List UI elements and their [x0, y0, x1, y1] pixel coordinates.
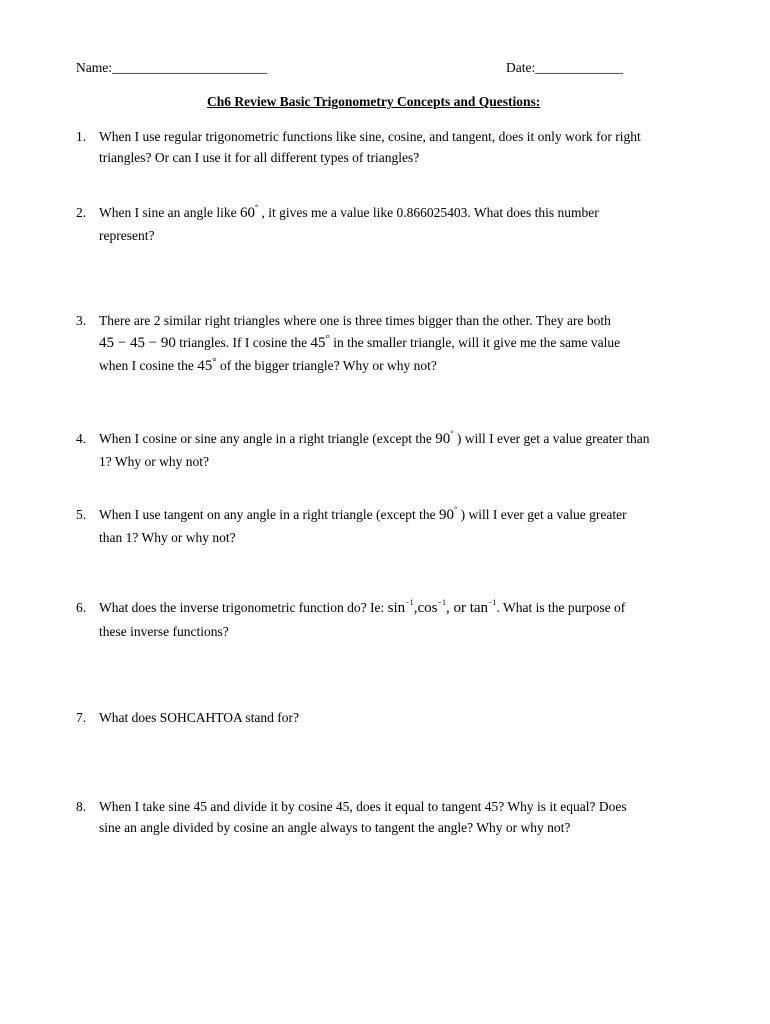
or-word: or — [453, 600, 466, 616]
question-text: When I use tangent on any angle in a right triangle (except the — [99, 507, 439, 522]
page-title: Ch6 Review Basic Trigonometry Concepts and Questions: — [207, 94, 541, 109]
inverse-sine: sin — [387, 600, 406, 616]
question-number: 3. — [76, 313, 87, 328]
name-field[interactable] — [76, 57, 267, 78]
question-text: When I use regular trigonometric functions like sine, cosine, and tangent, does it only work for right — [99, 129, 641, 144]
angle-value: 60 — [239, 205, 255, 221]
question-text: When I sine an angle like — [99, 205, 240, 220]
question-number: 5. — [76, 507, 87, 522]
date-field[interactable] — [506, 57, 623, 78]
question-4 — [76, 428, 736, 472]
question-text: ) will I ever get a value greater than — [453, 431, 650, 446]
question-number: 4. — [76, 431, 87, 446]
date-blank[interactable]: _____________ — [535, 60, 623, 75]
question-text: There are 2 similar right triangles where one is three times bigger than the other. They are both — [99, 313, 611, 328]
question-text: What does SOHCAHTOA stand for? — [99, 710, 299, 725]
question-text: sine an angle divided by cosine an angle always to tangent the angle? Why or why not? — [99, 820, 571, 835]
degree-symbol: ° — [254, 203, 259, 212]
question-5 — [76, 504, 736, 548]
question-text: of the bigger triangle? Why or why not? — [216, 358, 437, 373]
angle-value: 45 — [310, 335, 326, 351]
degree-symbol: ° — [212, 356, 217, 368]
question-text: , it gives me a value like 0.866025403. What does this number — [258, 205, 599, 220]
angle-value: 90 — [439, 507, 454, 523]
question-8 — [76, 796, 736, 838]
question-number: 2. — [76, 205, 87, 220]
degree-symbol: ° — [454, 505, 458, 514]
angle-value: 45 — [197, 358, 213, 374]
question-text: When I cosine or sine any angle in a right triangle (except the — [99, 431, 436, 446]
question-text: than 1? Why or why not? — [99, 530, 236, 545]
question-number: 7. — [76, 710, 87, 725]
angle-value: 90 — [435, 431, 451, 447]
question-text: these inverse functions? — [99, 624, 229, 639]
question-text: triangles? Or can I use it for all different types of triangles? — [99, 150, 420, 165]
inverse-tangent: tan — [469, 600, 489, 616]
name-blank[interactable]: _______________________ — [112, 60, 268, 75]
date-label: Date: — [506, 60, 536, 75]
degree-symbol: ° — [450, 429, 454, 438]
question-text: represent? — [99, 228, 155, 243]
question-text: When I take sine 45 and divide it by cosine 45, does it equal to tangent 45? Why is it equal? Does — [99, 799, 627, 814]
angle-expression: 45 − 45 − 90 — [99, 335, 176, 351]
question-number: 1. — [76, 129, 87, 144]
inverse-exponent: −1 — [405, 598, 414, 607]
question-text: . What is the purpose of — [496, 600, 626, 615]
question-number: 6. — [76, 600, 87, 615]
name-label: Name: — [76, 60, 112, 75]
question-1 — [76, 126, 736, 168]
question-7 — [76, 707, 736, 728]
question-text: ) will I ever get a value greater — [457, 507, 627, 522]
inverse-exponent: −1 — [488, 598, 497, 607]
degree-symbol: ° — [325, 333, 330, 345]
question-number: 8. — [76, 799, 87, 814]
question-text: triangles. If I cosine the — [175, 335, 311, 350]
question-text: What does the inverse trigonometric function do? Ie: — [99, 600, 388, 615]
question-text: 1? Why or why not? — [99, 454, 209, 469]
question-3 — [76, 310, 736, 378]
inverse-cosine: cos — [417, 600, 438, 616]
question-6: 6. What does the inverse trigonometric function do? Ie: $\sin^{-1},\cos^{-1}$, or $\tan^{-1}$. What is the purpose of these inverse functions? — [76, 597, 736, 643]
question-text: in the smaller triangle, will it give me the same value — [329, 335, 621, 350]
inverse-exponent: −1 — [437, 598, 446, 607]
question-2 — [76, 202, 736, 246]
question-text: when I cosine the — [99, 358, 198, 373]
